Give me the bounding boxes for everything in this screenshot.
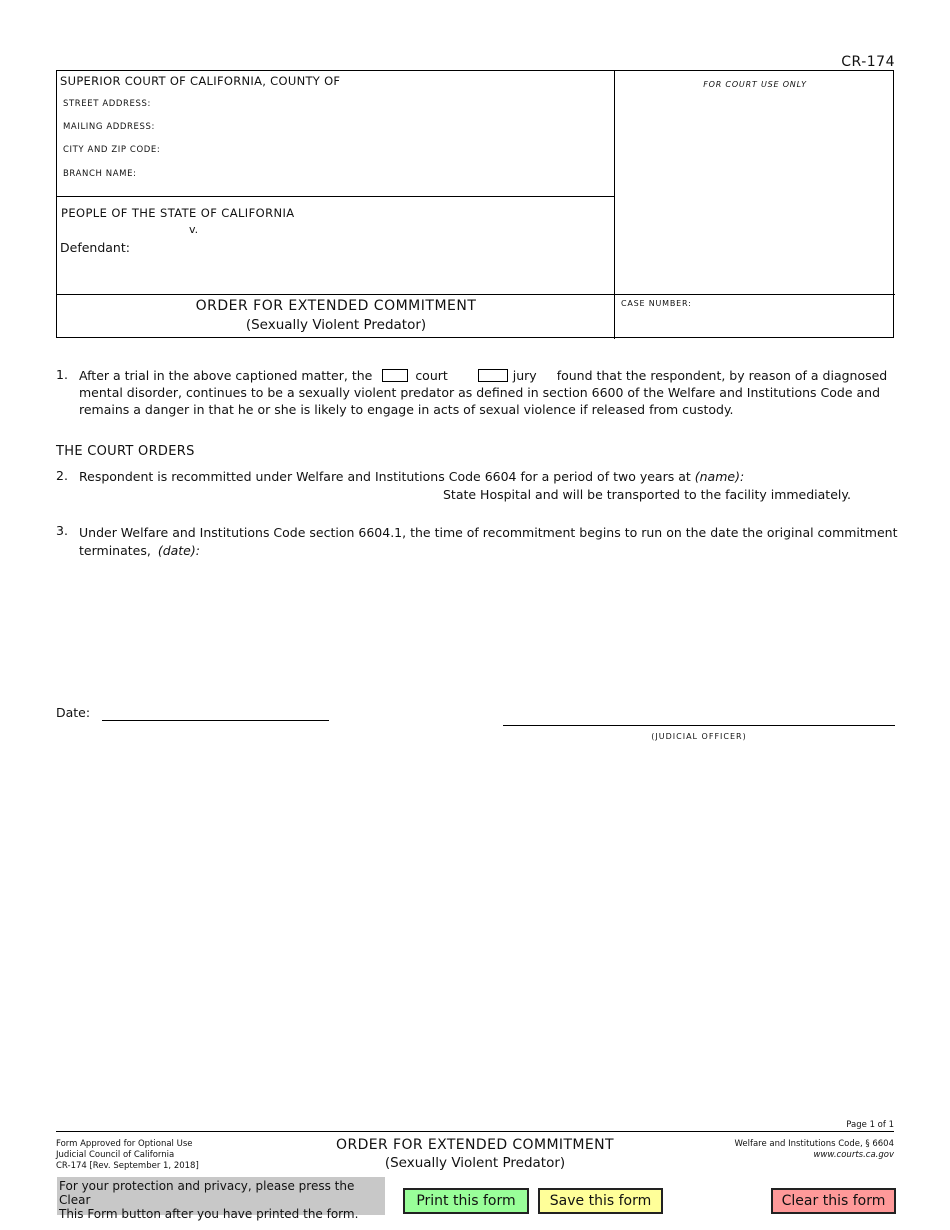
order-subtitle: (Sexually Violent Predator) <box>245 317 427 333</box>
item1-line2: mental disorder, continues to be a sexually violent predator as defined in section 6600 of the Welfare and Institutions Code and <box>79 385 881 400</box>
footer-website: www.courts.ca.gov <box>813 1150 894 1160</box>
court-orders-heading: THE COURT ORDERS <box>56 444 195 459</box>
caption-divider-title <box>57 294 895 295</box>
judicial-officer-label: (JUDICIAL OFFICER) <box>651 732 747 741</box>
case-number-label: CASE NUMBER: <box>621 299 692 308</box>
footer-council: Judicial Council of California <box>56 1150 175 1160</box>
footer-title: ORDER FOR EXTENDED COMMITMENT <box>336 1137 614 1153</box>
item1-text-pre: After a trial in the above captioned matter, the <box>79 368 373 383</box>
item3-number: 3. <box>56 523 68 538</box>
date-label: Date: <box>56 705 91 720</box>
clear-form-button[interactable]: Clear this form <box>771 1188 896 1214</box>
court-title: SUPERIOR COURT OF CALIFORNIA, COUNTY OF <box>60 74 341 88</box>
item3-line2 <box>79 542 200 559</box>
footer-subtitle: (Sexually Violent Predator) <box>384 1155 566 1171</box>
item3-line1: Under Welfare and Institutions Code section 6604.1, the time of recommitment begins to run on the date the original commitment <box>79 525 898 540</box>
item2-text: Respondent is recommitted under Welfare and Institutions Code 6604 for a period of two years at <box>79 469 691 484</box>
page-number: Page 1 of 1 <box>846 1120 894 1130</box>
footer-statute: Welfare and Institutions Code, § 6604 <box>734 1139 894 1149</box>
court-checkbox[interactable] <box>382 369 408 382</box>
mailing-address-label: MAILING ADDRESS: <box>63 122 155 132</box>
jury-option-label: jury <box>512 368 537 383</box>
caption-divider-court <box>57 196 615 197</box>
privacy-note <box>57 1177 385 1221</box>
footer-rule <box>56 1131 894 1132</box>
privacy-note-line2: This Form button after you have printed the form. <box>59 1207 359 1221</box>
court-option-label: court <box>415 368 448 383</box>
footer-left <box>56 1139 199 1172</box>
item2-line2: State Hospital and will be transported to the facility immediately. <box>443 487 851 502</box>
street-address-label: STREET ADDRESS: <box>63 99 151 109</box>
caption-box <box>56 70 894 338</box>
item1-text-post: found that the respondent, by reason of a diagnosed <box>556 368 888 383</box>
city-zip-label: CITY AND ZIP CODE: <box>63 145 161 155</box>
date-field-line[interactable] <box>102 720 329 721</box>
footer-center <box>300 1137 650 1171</box>
for-court-use-label: FOR COURT USE ONLY <box>703 80 807 89</box>
print-form-button[interactable]: Print this form <box>403 1188 529 1214</box>
versus-label: v. <box>189 223 199 236</box>
item1-line1 <box>79 367 899 384</box>
jury-checkbox[interactable] <box>478 369 508 382</box>
item3-date-label: (date): <box>157 543 200 558</box>
item3-text: terminates, <box>79 543 151 558</box>
item1-number: 1. <box>56 367 68 382</box>
commitment-date-field[interactable] <box>200 540 400 558</box>
item2-line1 <box>79 468 744 485</box>
footer-revision: CR-174 [Rev. September 1, 2018] <box>56 1161 199 1171</box>
judicial-officer-signature-line[interactable] <box>503 725 895 726</box>
item2-number: 2. <box>56 468 68 483</box>
footer-approved: Form Approved for Optional Use <box>56 1139 193 1149</box>
order-title: ORDER FOR EXTENDED COMMITMENT <box>195 298 477 314</box>
item2-name-label: (name): <box>694 469 745 484</box>
item1-line3: remains a danger in that he or she is likely to engage in acts of sexual violence if released from custody. <box>79 402 734 417</box>
footer-right <box>734 1139 894 1161</box>
hospital-name-field[interactable] <box>742 466 892 484</box>
form-id: CR-174 <box>841 54 895 70</box>
save-form-button[interactable]: Save this form <box>538 1188 663 1214</box>
defendant-label: Defendant: <box>60 240 130 255</box>
branch-name-label: BRANCH NAME: <box>63 169 137 179</box>
people-label: PEOPLE OF THE STATE OF CALIFORNIA <box>61 206 295 220</box>
privacy-note-line1: For your protection and privacy, please press the Clear <box>59 1179 355 1207</box>
